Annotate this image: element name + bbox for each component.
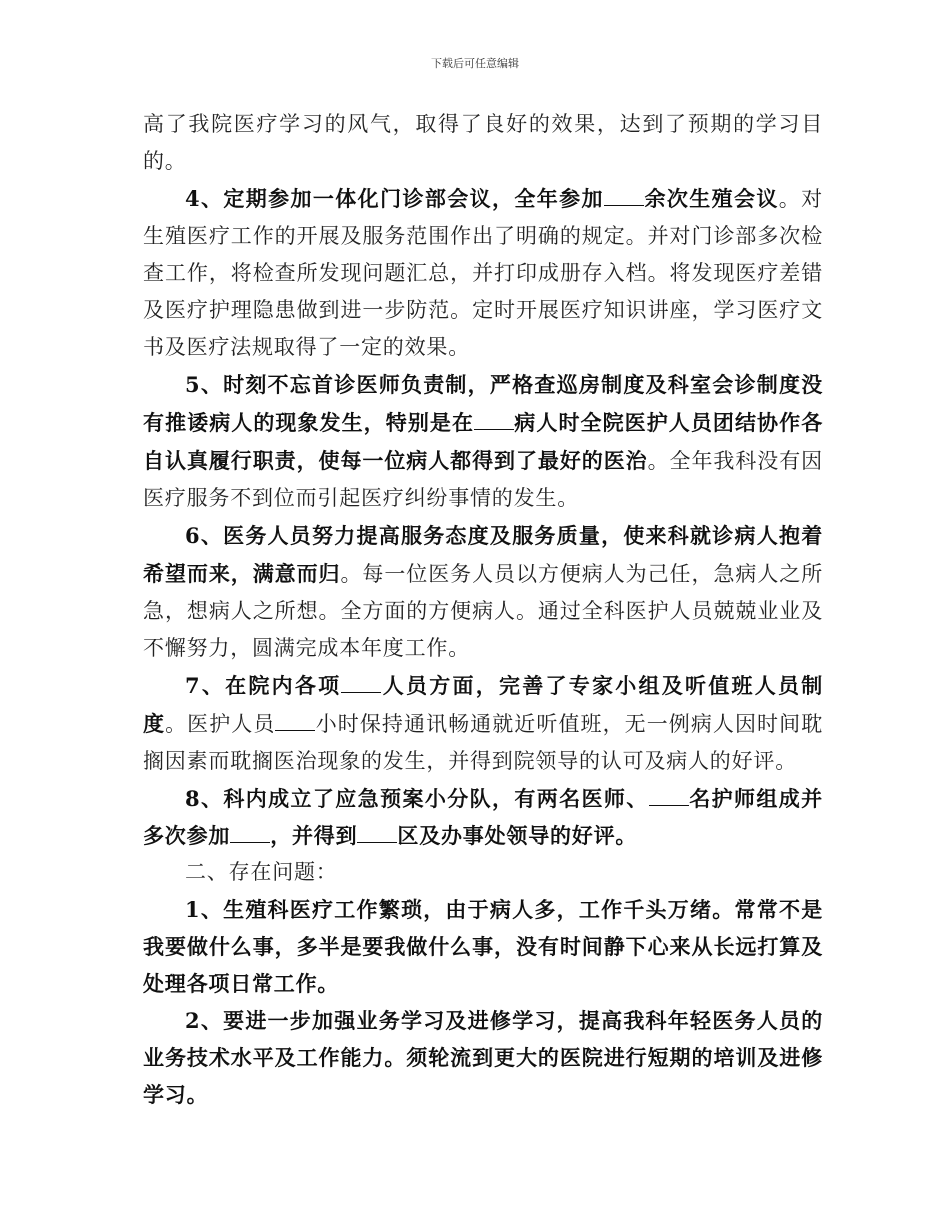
paragraph-continuation: 高了我院医疗学习的风气，取得了良好的效果，达到了预期的学习目的。	[143, 112, 823, 173]
page-header: 下载后可任意编辑	[431, 57, 519, 70]
paragraph-item-7-bold-b: 人员方面，完善了专家小组及听值班人员制度	[143, 673, 824, 736]
paragraph-item-5-bold-a: 5、时刻不忘首诊医师负责制，严格查巡房制度及科室会诊制度没有推诿病人的现象发生，特别是在	[143, 372, 823, 435]
fill-blank	[341, 673, 381, 693]
paragraph-item-6	[143, 517, 823, 667]
paragraph-item-8	[143, 780, 823, 854]
fill-blank	[604, 186, 644, 206]
paragraph-item-8-bold-b: 名护师组成并多次参加	[143, 786, 823, 848]
fill-blank	[357, 823, 397, 843]
paragraph-item-4-bold-a: 4、定期参加一体化门诊部会议，全年参加	[185, 186, 604, 211]
paragraph-item-8-bold-c: ，并得到	[270, 823, 358, 848]
problem-item-2: 2、要进一步加强业务学习及进修学习，提高我科年轻医务人员的业务技术水平及工作能力。须轮流到更大的医院进行短期的培训及进修学习。	[143, 1008, 823, 1107]
fill-blank	[474, 410, 514, 430]
paragraph-item-7-text-a: 。医护人员	[165, 712, 276, 736]
paragraph-item-7-bold-a: 7、在院内各项	[185, 673, 342, 698]
paragraph-item-4-text: 。对生殖医疗工作的开展及服务范围作出了明确的规定。并对门诊部多次检查工作，将检查所发现问题汇总，并打印成册存入档。将发现医疗差错及医疗护理隐患做到进一步防范。定时开展医疗知识讲座，学习医疗文书及医疗法规取得了一定的效果。	[143, 187, 823, 359]
paragraph-item-4-bold-b: 余次生殖会议	[643, 186, 779, 211]
paragraph-item-5-bold-b: 病人时全院医护人员团结协作各自认真履行职责，使每一位病人都得到了最好的医治	[143, 410, 823, 473]
paragraph-item-5	[143, 366, 823, 517]
paragraph-item-7-text-b: 小时保持通讯畅通就近听值班，无一例病人因时间耽搁因素而耽搁医治现象的发生，并得到院领导的认可及病人的好评。	[143, 712, 823, 773]
paragraph-item-6-text: 。每一位医务人员以方便病人为己任，急病人之所急，想病人之所想。全方面的方便病人。通过全科医护人员兢兢业业及不懈努力，圆满完成本年度工作。	[143, 562, 823, 660]
fill-blank	[275, 711, 315, 731]
paragraph-item-5-text: 。全年我科没有因医疗服务不到位而引起医疗纠纷事情的发生。	[143, 449, 823, 510]
paragraph-item-8-bold-d: 区及办事处领导的好评。	[397, 823, 638, 848]
fill-blank	[230, 823, 270, 843]
paragraph-item-4	[143, 180, 823, 366]
paragraph-item-6-bold: 6、医务人员努力提高服务态度及服务质量，使来科就诊病人抱着希望而来，满意而归	[143, 523, 823, 586]
fill-blank	[649, 786, 689, 806]
document-body	[143, 106, 823, 1113]
paragraph-item-8-bold-a: 8、科内成立了应急预案小分队，有两名医师、	[185, 786, 649, 811]
paragraph-item-7	[143, 667, 823, 780]
section-heading: 二、存在问题：	[185, 860, 338, 884]
problem-item-1: 1、生殖科医疗工作繁琐，由于病人多，工作千头万绪。常常不是我要做什么事，多半是要我做什么事，没有时间静下心来从长远打算及处理各项日常工作。	[143, 897, 823, 996]
